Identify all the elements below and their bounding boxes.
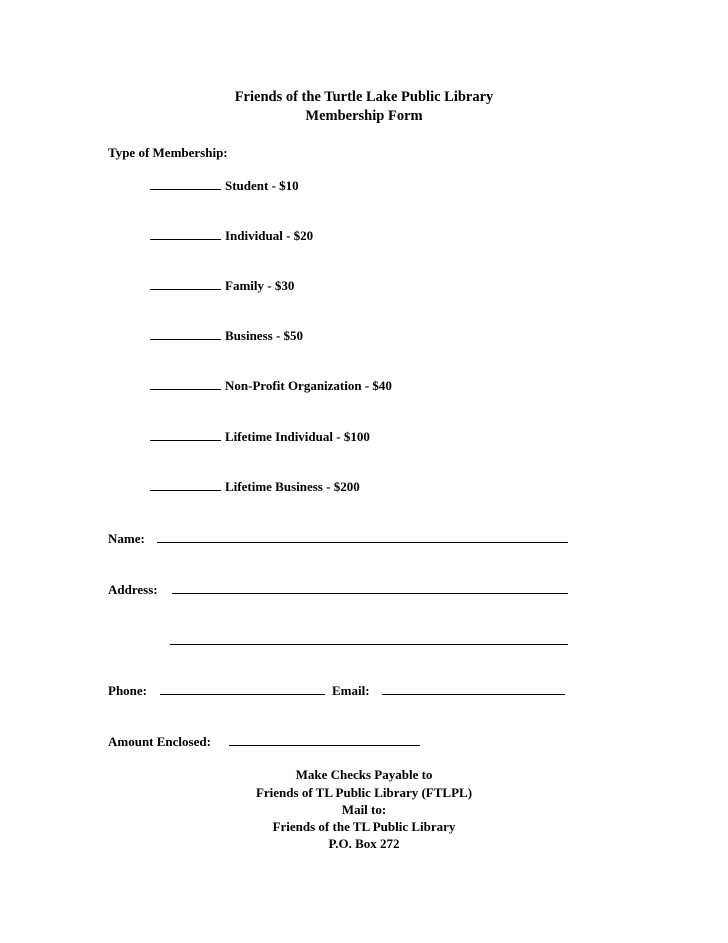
address-field-line-1[interactable] xyxy=(172,582,568,594)
payable-to-name: Friends of TL Public Library (FTLPL) xyxy=(255,785,473,800)
lifetime-individual-blank[interactable] xyxy=(150,429,221,441)
student-blank[interactable] xyxy=(150,178,221,190)
form-subtitle: Membership Form xyxy=(305,108,423,124)
membership-option-label: Individual - $20 xyxy=(225,228,314,243)
membership-option-lifetime-business xyxy=(150,479,360,495)
amount-enclosed-label: Amount Enclosed: xyxy=(108,734,211,749)
membership-option-label: Lifetime Business - $200 xyxy=(225,479,360,494)
phone-field[interactable] xyxy=(160,683,325,695)
membership-option-individual xyxy=(150,228,313,244)
membership-option-label: Student - $10 xyxy=(225,178,299,193)
membership-option-non-profit xyxy=(150,378,392,394)
membership-option-label: Lifetime Individual - $100 xyxy=(225,429,370,444)
membership-option-student xyxy=(150,178,299,194)
membership-type-label: Type of Membership: xyxy=(108,145,228,160)
membership-option-label: Non-Profit Organization - $40 xyxy=(225,378,392,393)
amount-enclosed-field[interactable] xyxy=(229,734,420,746)
name-field[interactable] xyxy=(157,531,568,543)
mail-to-heading: Mail to: xyxy=(341,802,387,817)
membership-option-business xyxy=(150,328,303,344)
email-label: Email: xyxy=(332,683,370,698)
non-profit-blank[interactable] xyxy=(150,378,221,390)
mail-to-name: Friends of the TL Public Library xyxy=(272,819,456,834)
business-blank[interactable] xyxy=(150,328,221,340)
email-field[interactable] xyxy=(382,683,565,695)
form-title: Friends of the Turtle Lake Public Library xyxy=(234,89,494,105)
address-label: Address: xyxy=(108,582,158,597)
membership-option-label: Business - $50 xyxy=(225,328,304,343)
membership-option-label: Family - $30 xyxy=(225,278,295,293)
membership-option-family xyxy=(150,278,294,294)
membership-option-lifetime-individual xyxy=(150,429,370,445)
individual-blank[interactable] xyxy=(150,228,221,240)
mail-to-address: P.O. Box 272 xyxy=(328,836,400,851)
family-blank[interactable] xyxy=(150,278,221,290)
address-field-line-2[interactable] xyxy=(170,633,568,645)
name-label: Name: xyxy=(108,531,145,546)
phone-label: Phone: xyxy=(108,683,147,698)
lifetime-business-blank[interactable] xyxy=(150,479,221,491)
payable-to-heading: Make Checks Payable to xyxy=(295,767,433,782)
